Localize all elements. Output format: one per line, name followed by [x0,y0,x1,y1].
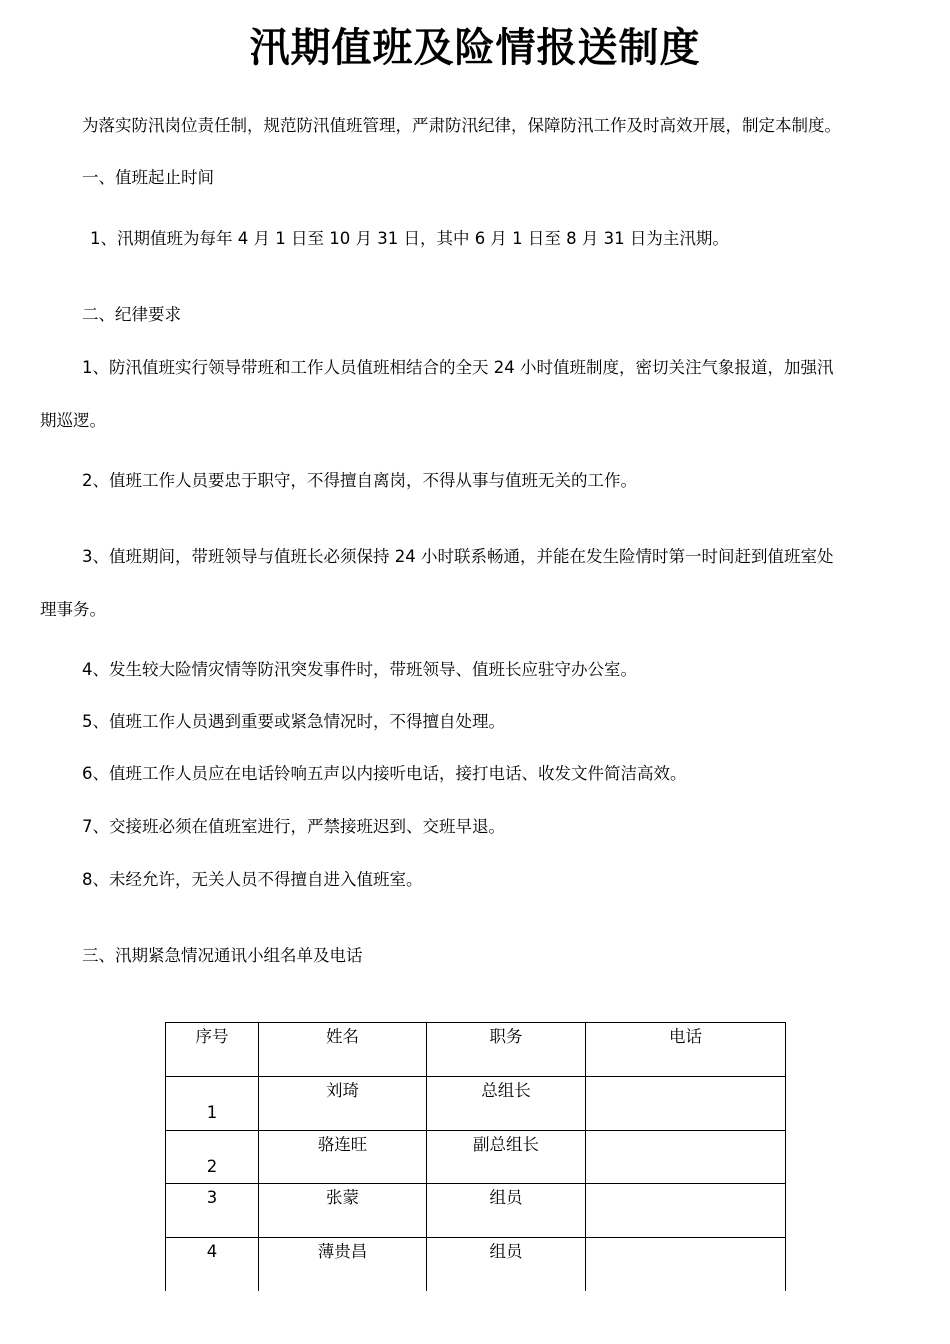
section-2-item-5: 5、值班工作人员遇到重要或紧急情况时，不得擅自处理。 [82,712,505,731]
table-cell-name: 刘琦 [259,1077,427,1131]
table-cell-position: 总组长 [427,1077,586,1131]
intro-paragraph: 为落实防汛岗位责任制，规范防汛值班管理，严肃防汛纪律，保障防汛工作及时高效开展，制定本制度。 [82,116,841,135]
section-3-heading: 三、汛期紧急情况通讯小组名单及电话 [82,946,363,965]
table-cell-position: 组员 [427,1184,586,1238]
table-cell-name: 骆连旺 [259,1131,427,1184]
table-header-row [166,1023,786,1077]
table-cell-index-text: 2 [206,1157,218,1176]
table-row [166,1131,786,1184]
table-cell-position: 副总组长 [427,1131,586,1184]
table-cell-phone [586,1077,786,1131]
section-2-item-8: 8、未经允许，无关人员不得擅自进入值班室。 [82,870,423,889]
section-2-heading: 二、纪律要求 [82,305,181,324]
table-cell-index-text: 1 [206,1103,218,1122]
section-1-heading: 一、值班起止时间 [82,168,214,187]
table-cell-name: 薄贵昌 [259,1238,427,1291]
header-cell-name: 姓名 [259,1023,427,1077]
table-cell-index [166,1131,259,1184]
header-cell-position: 职务 [427,1023,586,1077]
contact-table [165,1022,786,1291]
table-cell-position: 组员 [427,1238,586,1291]
table-cell-name: 张蒙 [259,1184,427,1238]
section-2-item-1-line-2: 期巡逻。 [40,411,106,430]
table-cell-phone [586,1238,786,1291]
table-row [166,1238,786,1291]
section-2-item-2: 2、值班工作人员要忠于职守，不得擅自离岗，不得从事与值班无关的工作。 [82,471,637,490]
table-row [166,1184,786,1238]
section-2-item-3-line-2: 理事务。 [40,600,106,619]
section-2-item-3-line-1: 3、值班期间，带班领导与值班长必须保持 24 小时联系畅通，并能在发生险情时第一时间赶到值班室处 [82,547,834,566]
table-row [166,1077,786,1131]
section-2-item-7: 7、交接班必须在值班室进行，严禁接班迟到、交班早退。 [82,817,505,836]
table-cell-phone [586,1131,786,1184]
table-cell-index: 3 [166,1184,259,1238]
table-cell-phone [586,1184,786,1238]
section-2-item-6: 6、值班工作人员应在电话铃响五声以内接听电话，接打电话、收发文件简洁高效。 [82,764,687,783]
section-1-item-1: 1、汛期值班为每年 4 月 1 日至 10 月 31 日，其中 6 月 1 日至 8 月 31 日为主汛期。 [90,229,729,248]
table-cell-index: 4 [166,1238,259,1291]
section-2-item-4: 4、发生较大险情灾情等防汛突发事件时，带班领导、值班长应驻守办公室。 [82,660,637,679]
section-2-item-1-line-1: 1、防汛值班实行领导带班和工作人员值班相结合的全天 24 小时值班制度，密切关注气象报道，加强汛 [82,358,834,377]
header-cell-phone: 电话 [586,1023,786,1077]
document-title: 汛期值班及险情报送制度 [249,25,701,71]
table-cell-index [166,1077,259,1131]
header-cell-index: 序号 [166,1023,259,1077]
